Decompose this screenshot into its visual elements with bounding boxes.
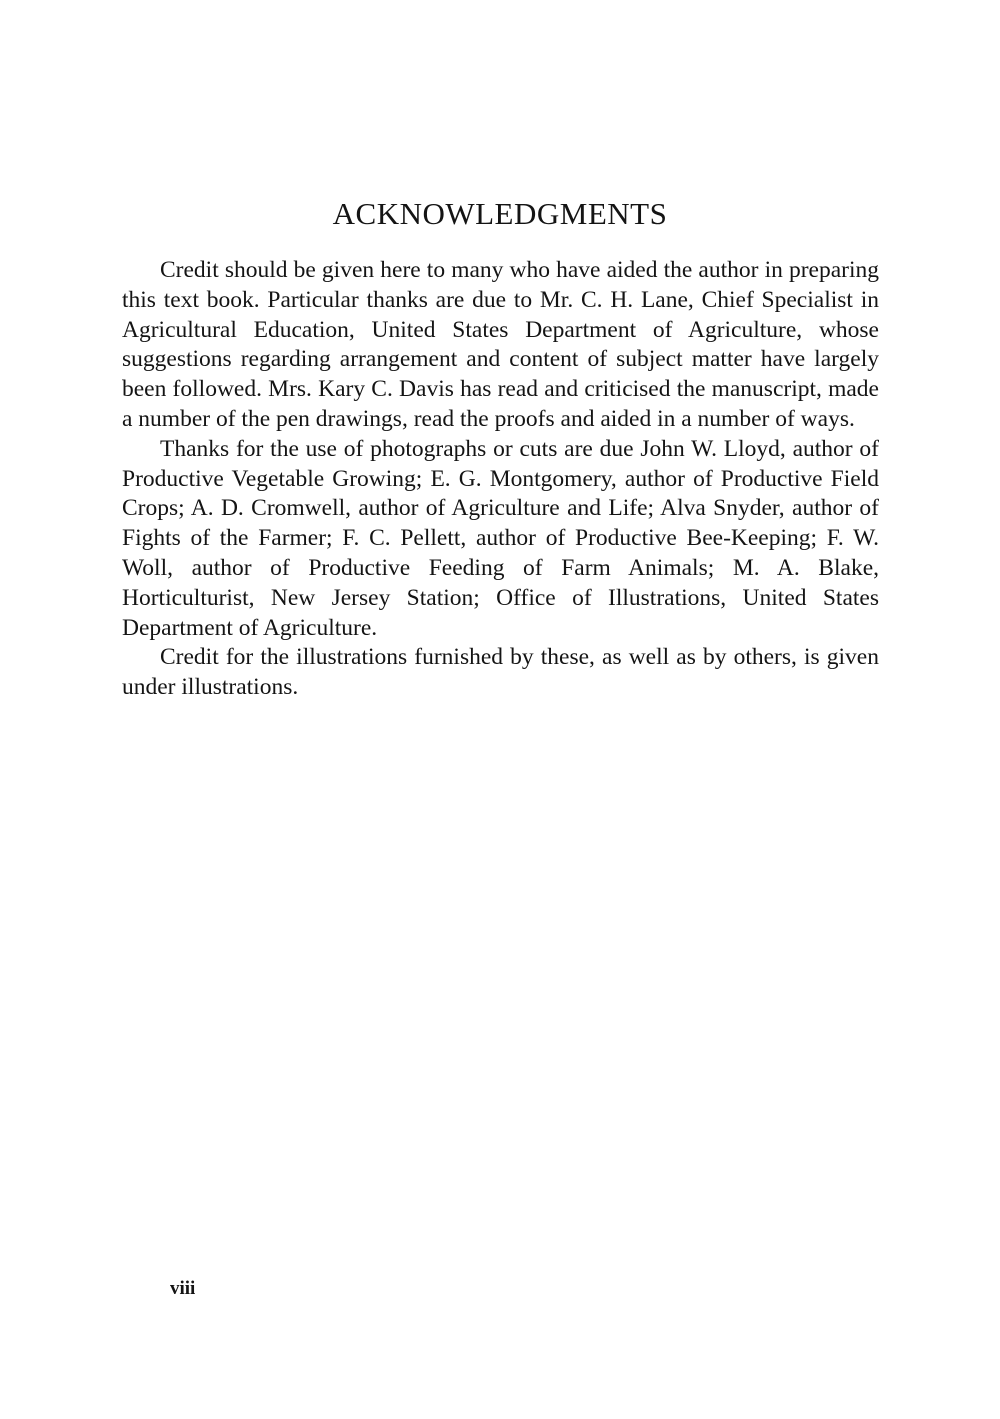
- page-title: ACKNOWLEDGMENTS: [332, 196, 668, 231]
- page-number: viii: [170, 1278, 196, 1299]
- paragraph-illustrations: Credit for the illustrations furnished by these, as well as by others, is given under illustrations.: [122, 644, 879, 701]
- paragraph-thanks: Thanks for the use of photographs or cuts are due John W. Lloyd, author of Productive Vegetable Growing; E. G. Montgomery, author of Productive Field Crops; A. D. Cromwell, author of Agriculture and Life; Alva Snyder, author of Fights of the Farmer; F. C. Pellett, author of Productive Bee-Keeping; F. W. Woll, author of Productive Feeding of Farm Animals; M. A. Blake, Horticulturist, New Jersey Station; Office of Illustrations, United States Department of Agriculture.: [122, 435, 879, 641]
- acknowledgments-body: [122, 256, 879, 703]
- paragraph-credit: Credit should be given here to many who have aided the author in preparing this text book. Particular thanks are due to Mr. C. H. Lane, Chief Specialist in Agricultural Education, United States Department of Agriculture, whose suggestions regarding arrangement and content of subject matter have largely been followed. Mrs. Kary C. Davis has read and criticised the manuscript, made a number of the pen drawings, read the proofs and aided in a number of ways.: [122, 257, 879, 432]
